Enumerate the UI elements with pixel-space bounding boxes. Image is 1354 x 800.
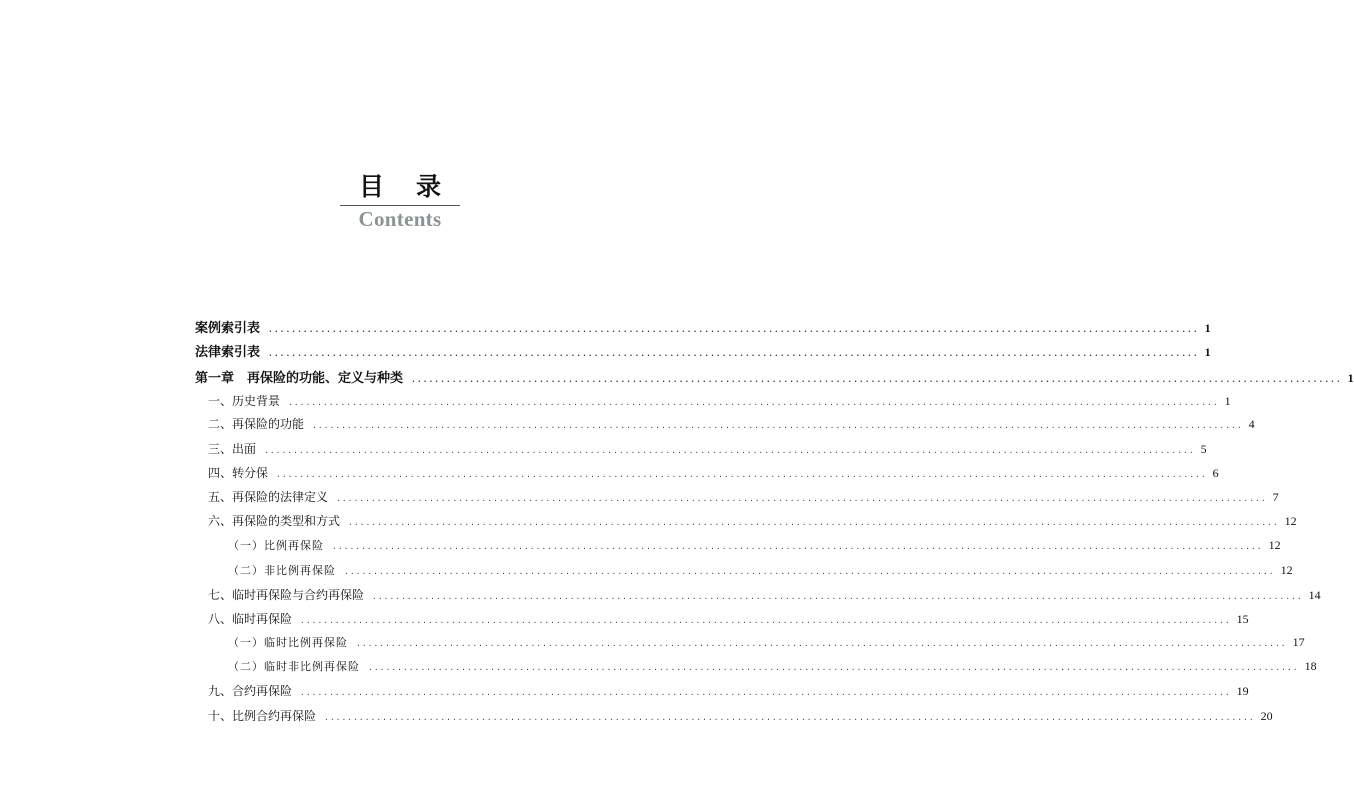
toc-dot-leader: ................................................................................................................................................................	[372, 592, 1303, 601]
toc-entry[interactable]	[195, 562, 1293, 578]
toc-entry-page-number: 12	[1268, 538, 1281, 552]
toc-dot-leader: ................................................................................................................................................................	[348, 518, 1279, 527]
toc-entry-page-number: 17	[1292, 635, 1305, 649]
toc-entry-page-number: 7	[1272, 490, 1279, 504]
toc-dot-leader: ................................................................................................................................................................	[268, 325, 1199, 334]
toc-dot-leader: ................................................................................................................................................................	[336, 494, 1267, 503]
toc-entry-page-number: 15	[1236, 612, 1249, 626]
toc-entry-page-number: 1	[1347, 371, 1354, 385]
toc-entry-page-number: 14	[1308, 588, 1321, 602]
toc-entry-label: 法律索引表	[195, 345, 261, 360]
toc-entry[interactable]	[195, 658, 1317, 674]
toc-dot-leader: ................................................................................................................................................................	[268, 349, 1199, 358]
toc-entry[interactable]	[195, 392, 1231, 409]
toc-entry[interactable]	[195, 682, 1249, 699]
toc-entry-label: （一）临时比例再保险	[228, 636, 348, 649]
toc-entry-page-number: 12	[1280, 563, 1293, 577]
toc-entry-label: 案例索引表	[195, 321, 261, 336]
toc-entry-label: 一、历史背景	[208, 394, 281, 408]
toc-entry[interactable]	[195, 464, 1219, 481]
toc-entry-page-number: 5	[1200, 442, 1207, 456]
title-chinese: 目录	[358, 172, 473, 201]
toc-entry[interactable]	[195, 707, 1273, 724]
toc-entry-page-number: 20	[1260, 709, 1273, 723]
toc-entry-label: 第一章 再保险的功能、定义与种类	[195, 371, 404, 386]
toc-entry-label: 九、合约再保险	[208, 684, 293, 698]
toc-entry[interactable]	[195, 586, 1321, 603]
toc-entry-label: （一）比例再保险	[228, 539, 324, 552]
toc-entry-label: 六、再保险的类型和方式	[208, 514, 341, 528]
toc-entry-label: 八、临时再保险	[208, 612, 293, 626]
toc-entry[interactable]	[195, 367, 1354, 386]
toc-dot-leader: ................................................................................................................................................................	[264, 446, 1195, 455]
toc-entry-label: 五、再保险的法律定义	[208, 490, 329, 504]
toc-entry-page-number: 18	[1304, 659, 1317, 673]
toc-entry[interactable]	[195, 634, 1305, 650]
toc-entry-label: 十、比例合约再保险	[208, 709, 317, 723]
toc-dot-leader: ................................................................................................................................................................	[276, 470, 1207, 479]
toc-dot-leader: ................................................................................................................................................................	[356, 639, 1287, 648]
toc-entry[interactable]	[195, 341, 1211, 360]
toc-entry-page-number: 1	[1204, 345, 1211, 359]
toc-entry[interactable]	[195, 610, 1249, 627]
toc-entry-page-number: 6	[1212, 466, 1219, 480]
toc-entry-page-number: 1	[1224, 394, 1231, 408]
toc-entry[interactable]	[195, 317, 1211, 336]
toc-entry-label: 四、转分保	[208, 466, 269, 480]
toc-entry-label: 七、临时再保险与合约再保险	[208, 588, 365, 602]
toc-entry[interactable]	[195, 512, 1297, 529]
toc-entry-label: （二）临时非比例再保险	[228, 660, 360, 673]
toc-entry-page-number: 4	[1248, 417, 1255, 431]
toc-entry-page-number: 12	[1284, 514, 1297, 528]
toc-entry-label: （二）非比例再保险	[228, 564, 336, 577]
toc-dot-leader: ................................................................................................................................................................	[312, 421, 1243, 430]
toc-dot-leader: ................................................................................................................................................................	[332, 542, 1263, 551]
toc-dot-leader: ................................................................................................................................................................	[368, 663, 1299, 672]
toc-entry[interactable]	[195, 488, 1279, 505]
toc-entry[interactable]	[195, 440, 1207, 457]
toc-dot-leader: ................................................................................................................................................................	[324, 713, 1255, 722]
toc-entry[interactable]	[195, 537, 1281, 553]
toc-dot-leader: ................................................................................................................................................................	[300, 688, 1231, 697]
toc-entry-page-number: 19	[1236, 684, 1249, 698]
toc-entry-label: 二、再保险的功能	[208, 417, 305, 431]
toc-dot-leader: ................................................................................................................................................................	[300, 616, 1231, 625]
title-english: Contents	[358, 207, 442, 231]
toc-header	[0, 172, 800, 232]
toc-entry-label: 三、出面	[208, 442, 257, 456]
toc-dot-leader: ................................................................................................................................................................	[411, 375, 1342, 384]
toc-entry-page-number: 1	[1204, 321, 1211, 335]
toc-dot-leader: ................................................................................................................................................................	[344, 567, 1275, 576]
toc-dot-leader: ................................................................................................................................................................	[288, 398, 1219, 407]
toc-entry[interactable]	[195, 415, 1255, 432]
